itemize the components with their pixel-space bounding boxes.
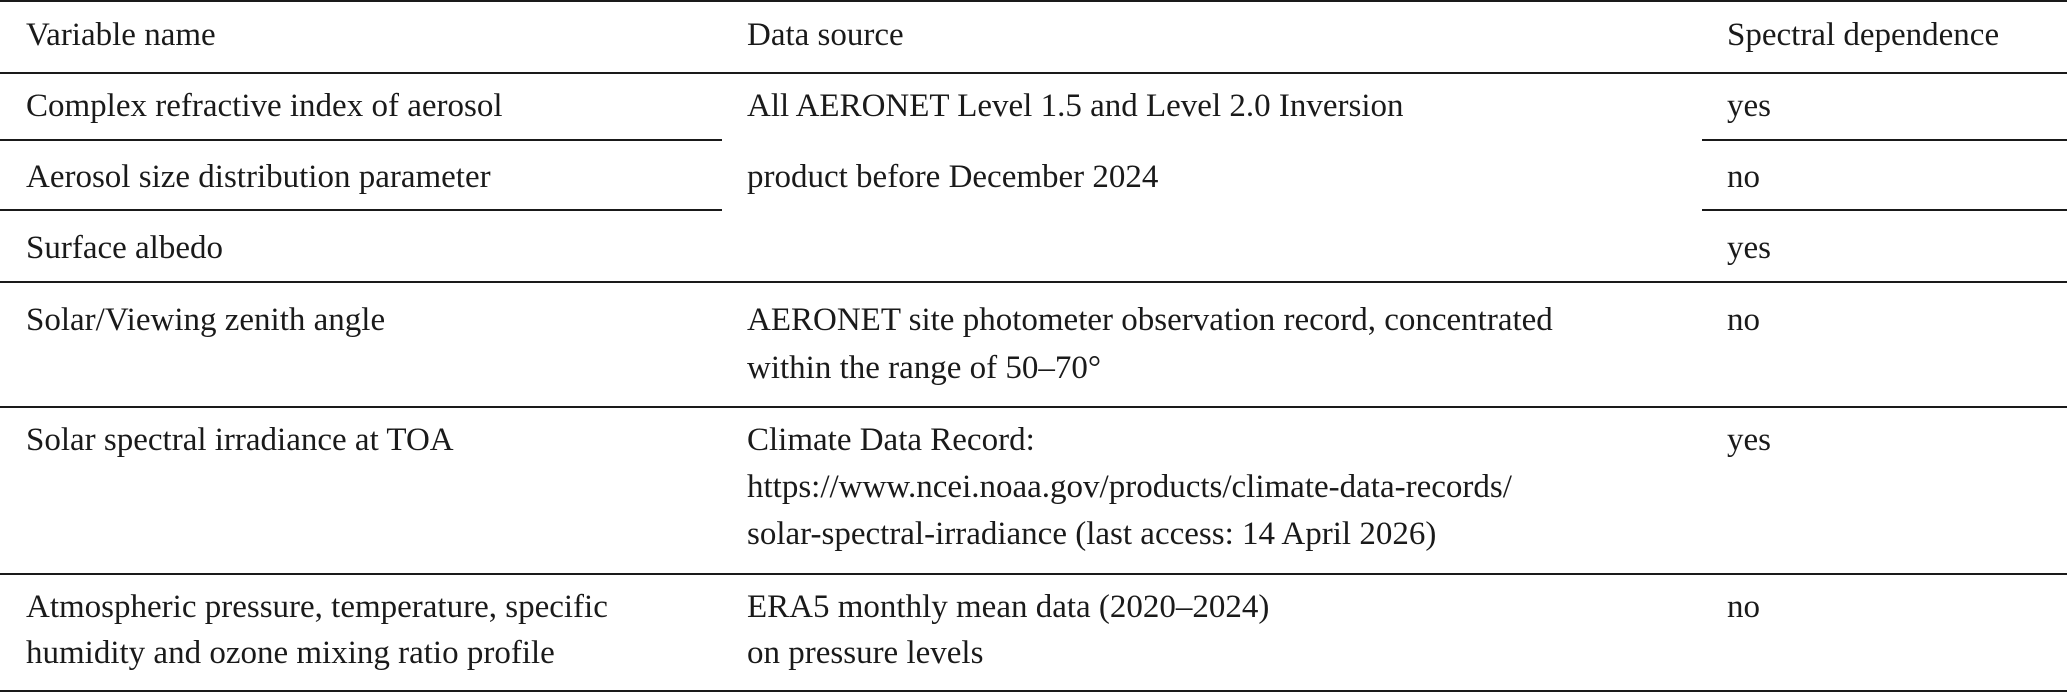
- row6-variable-line2: humidity and ozone mixing ratio profile: [26, 635, 555, 671]
- row-rule-4: [0, 406, 2067, 408]
- row4-source-line1: AERONET site photometer observation record, concentrated: [747, 302, 1553, 338]
- row6-spectral: no: [1727, 589, 1760, 625]
- row5-source-line2: https://www.ncei.noaa.gov/products/climate-data-records/: [747, 469, 1512, 505]
- row4-variable: Solar/Viewing zenith angle: [26, 302, 386, 338]
- row4-spectral: no: [1727, 302, 1760, 338]
- row-rule-2-left: [0, 209, 722, 211]
- row-rule-2-right: [1702, 209, 2067, 211]
- row6-source-line1: ERA5 monthly mean data (2020–2024): [747, 589, 1270, 625]
- row5-variable: Solar spectral irradiance at TOA: [26, 422, 454, 458]
- row2-variable: Aerosol size distribution parameter: [26, 159, 491, 195]
- row-rule-1-right: [1702, 139, 2067, 141]
- row-rule-1-left: [0, 139, 722, 141]
- row-rule-3: [0, 281, 2067, 283]
- row3-spectral: yes: [1727, 230, 1771, 266]
- row2-spectral: no: [1727, 159, 1760, 195]
- row3-variable: Surface albedo: [26, 230, 223, 266]
- row5-source-line3: solar-spectral-irradiance (last access: 14 April 2026): [747, 516, 1437, 552]
- row6-source-line2: on pressure levels: [747, 635, 984, 671]
- header-data-source: Data source: [747, 17, 904, 53]
- row6-variable-line1: Atmospheric pressure, temperature, specific: [26, 589, 608, 625]
- row1-source-line1: All AERONET Level 1.5 and Level 2.0 Inversion: [747, 88, 1404, 124]
- table-top-rule: [0, 0, 2067, 2]
- row1-variable: Complex refractive index of aerosol: [26, 88, 503, 124]
- header-spectral-dependence: Spectral dependence: [1727, 17, 2000, 53]
- row1-spectral: yes: [1727, 88, 1771, 124]
- header-variable-name: Variable name: [26, 17, 216, 53]
- header-bottom-rule: [0, 72, 2067, 74]
- row5-spectral: yes: [1727, 422, 1771, 458]
- row4-source-line2: within the range of 50–70°: [747, 350, 1102, 386]
- row-rule-5: [0, 573, 2067, 575]
- row1-source-line2: product before December 2024: [747, 159, 1159, 195]
- row5-source-line1: Climate Data Record:: [747, 422, 1035, 458]
